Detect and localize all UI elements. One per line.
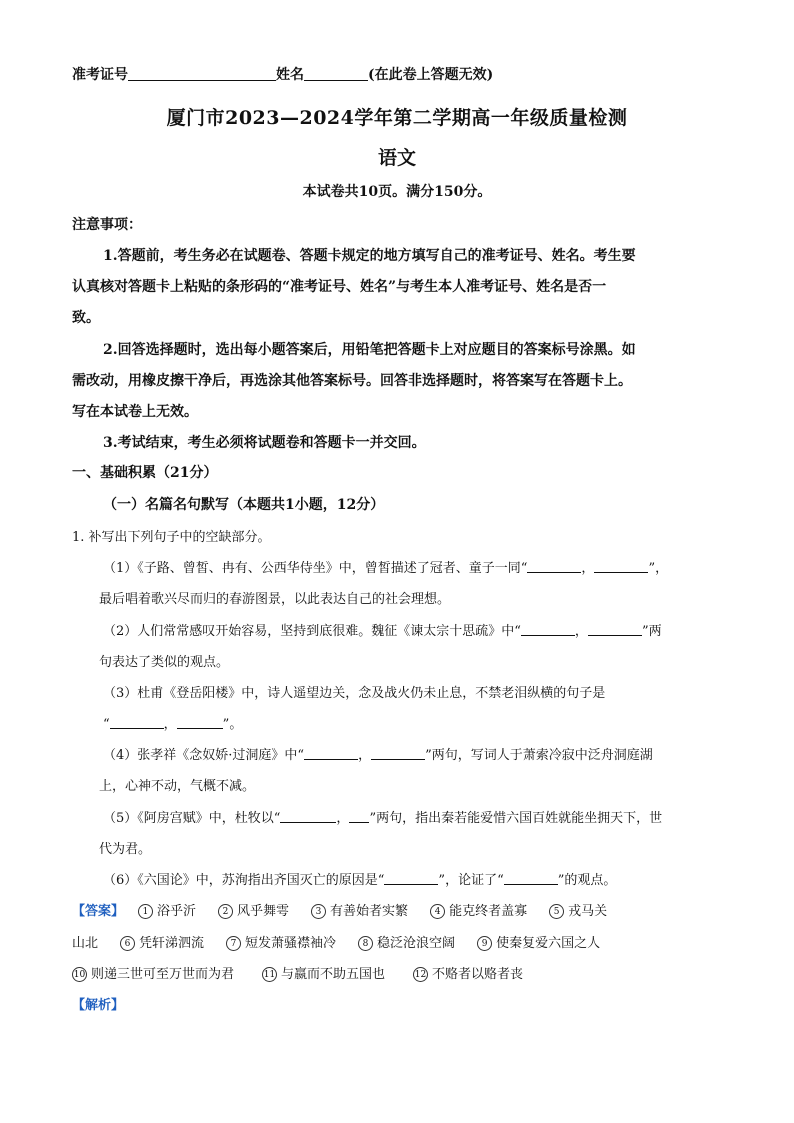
answer-number-badge: 8 xyxy=(358,936,373,951)
answer-item-8: 稳泛沧浪空阔 xyxy=(377,936,456,951)
answer-blank xyxy=(110,716,164,729)
notice-item1-line1: 1.答题前，考生务必在试题卷、答题卡规定的地方填写自己的准考证号、姓名。考生要 xyxy=(103,248,636,264)
question1-item1-line1: （1）《子路、曾皙、冉有、公西华侍坐》中，曾皙描述了冠者、童子一同“ ， ”， xyxy=(103,561,669,576)
section1-heading: 一、基础积累（21分） xyxy=(72,465,218,481)
notice-item1-line3: 致。 xyxy=(72,310,100,326)
notice-item2-line3: 写在本试卷上无效。 xyxy=(72,404,198,420)
notice-item2-line1: 2.回答选择题时，选出每小题答案后，用铅笔把答题卡上对应题目的答案标号涂黑。如 xyxy=(103,342,636,358)
invalid-note: (在此卷上答题无效) xyxy=(368,67,494,83)
question1-item3-line2: “ ， ”。 xyxy=(103,717,243,732)
answer-blank xyxy=(384,872,438,885)
answer-label: 【答案】 xyxy=(72,904,125,919)
question1-item2-line2: 句表达了类似的观点。 xyxy=(99,655,230,670)
question1-item4-line1: （4）张孝祥《念奴娇·过洞庭》中“ ， ”两句，写词人于萧索冷寂中泛舟洞庭湖 xyxy=(103,748,653,763)
answer-item-5a: 戎马关 xyxy=(568,904,608,919)
answer-item-10: 则递三世可至万世而为君 xyxy=(91,967,235,982)
answer-line1 xyxy=(72,900,607,919)
answer-blank xyxy=(304,747,358,760)
answer-number-badge: 3 xyxy=(311,904,326,919)
question1-stem: 1. 补写出下列句子中的空缺部分。 xyxy=(72,530,271,545)
name-label: 姓名 xyxy=(276,67,304,83)
answer-item-9: 使秦复爱六国之人 xyxy=(496,936,601,951)
answer-item-12: 不赂者以赂者丧 xyxy=(432,967,524,982)
exam-header xyxy=(72,64,493,84)
question1-item6-line1: （6）《六国论》中，苏洵指出齐国灭亡的原因是“ ”，论证了“ ”的观点。 xyxy=(103,873,617,888)
question1-item5-line1: （5）《阿房宫赋》中，杜牧以“ ， ”两句，指出秦若能爱惜六国百姓就能坐拥天下，世 xyxy=(103,811,663,826)
answer-blank xyxy=(527,560,581,573)
answer-number-badge: 7 xyxy=(226,936,241,951)
notice-heading: 注意事项： xyxy=(72,217,142,233)
notice-item3-line1: 3.考试结束，考生必须将试题卷和答题卡一并交回。 xyxy=(103,435,426,451)
answer-number-badge: 12 xyxy=(413,967,428,982)
question1-item5-line2: 代为君。 xyxy=(99,842,152,857)
section1-sub1-heading: （一）名篇名句默写（本题共1小题，12分） xyxy=(103,497,385,513)
answer-item-6: 凭轩涕泗流 xyxy=(139,936,205,951)
answer-item-2: 风乎舞雩 xyxy=(237,904,290,919)
exam-title: 厦门市2023—2024学年第二学期高一年级质量检测 xyxy=(166,107,628,129)
notice-item2-line2: 需改动，用橡皮擦干净后，再选涂其他答案标号。回答非选择题时，将答案写在答题卡上。 xyxy=(72,373,632,389)
answer-item-1: 浴乎沂 xyxy=(157,904,197,919)
question1-item4-line2: 上，心神不动，气概不减。 xyxy=(99,779,256,794)
answer-number-badge: 11 xyxy=(262,967,277,982)
answer-blank xyxy=(521,623,575,636)
answer-number-badge: 1 xyxy=(138,904,153,919)
answer-number-badge: 9 xyxy=(477,936,492,951)
exam-info: 本试卷共10页。满分150分。 xyxy=(302,184,492,200)
answer-item-3: 有善始者实繁 xyxy=(330,904,409,919)
answer-item-5b: 山北 xyxy=(72,936,99,951)
answer-number-badge: 6 xyxy=(120,936,135,951)
answer-blank xyxy=(594,560,648,573)
exam-id-label: 准考证号 xyxy=(72,67,128,83)
answer-item-7: 短发萧骚襟袖冷 xyxy=(245,936,337,951)
question1-item2-line1: （2）人们常常感叹开始容易，坚持到底很难。魏征《谏太宗十思疏》中“ ， ”两 xyxy=(103,624,662,639)
answer-number-badge: 4 xyxy=(430,904,445,919)
analysis-label: 【解析】 xyxy=(72,998,125,1013)
exam-id-blank xyxy=(128,66,276,81)
answer-blank xyxy=(371,747,425,760)
answer-item-11: 与嬴而不助五国也 xyxy=(281,967,386,982)
answer-number-badge: 10 xyxy=(72,967,87,982)
notice-item1-line2: 认真核对答题卡上粘贴的条形码的“准考证号、姓名”与考生本人准考证号、姓名是否一 xyxy=(72,279,607,295)
answer-line3 xyxy=(72,963,523,982)
answer-item-4: 能克终者盖寡 xyxy=(449,904,528,919)
name-blank xyxy=(304,66,368,81)
answer-blank xyxy=(504,872,558,885)
exam-subject: 语文 xyxy=(377,147,416,169)
answer-number-badge: 2 xyxy=(218,904,233,919)
answer-blank xyxy=(280,810,336,823)
question1-item1-line2: 最后唱着歌兴尽而归的春游图景，以此表达自己的社会理想。 xyxy=(99,592,451,607)
answer-blank xyxy=(177,716,223,729)
answer-blank xyxy=(588,623,642,636)
answer-number-badge: 5 xyxy=(549,904,564,919)
answer-line2 xyxy=(72,932,600,951)
question1-item3-line1: （3）杜甫《登岳阳楼》中，诗人遥望边关，念及战火仍未止息，不禁老泪纵横的句子是 xyxy=(103,686,606,701)
answer-blank xyxy=(349,810,369,823)
